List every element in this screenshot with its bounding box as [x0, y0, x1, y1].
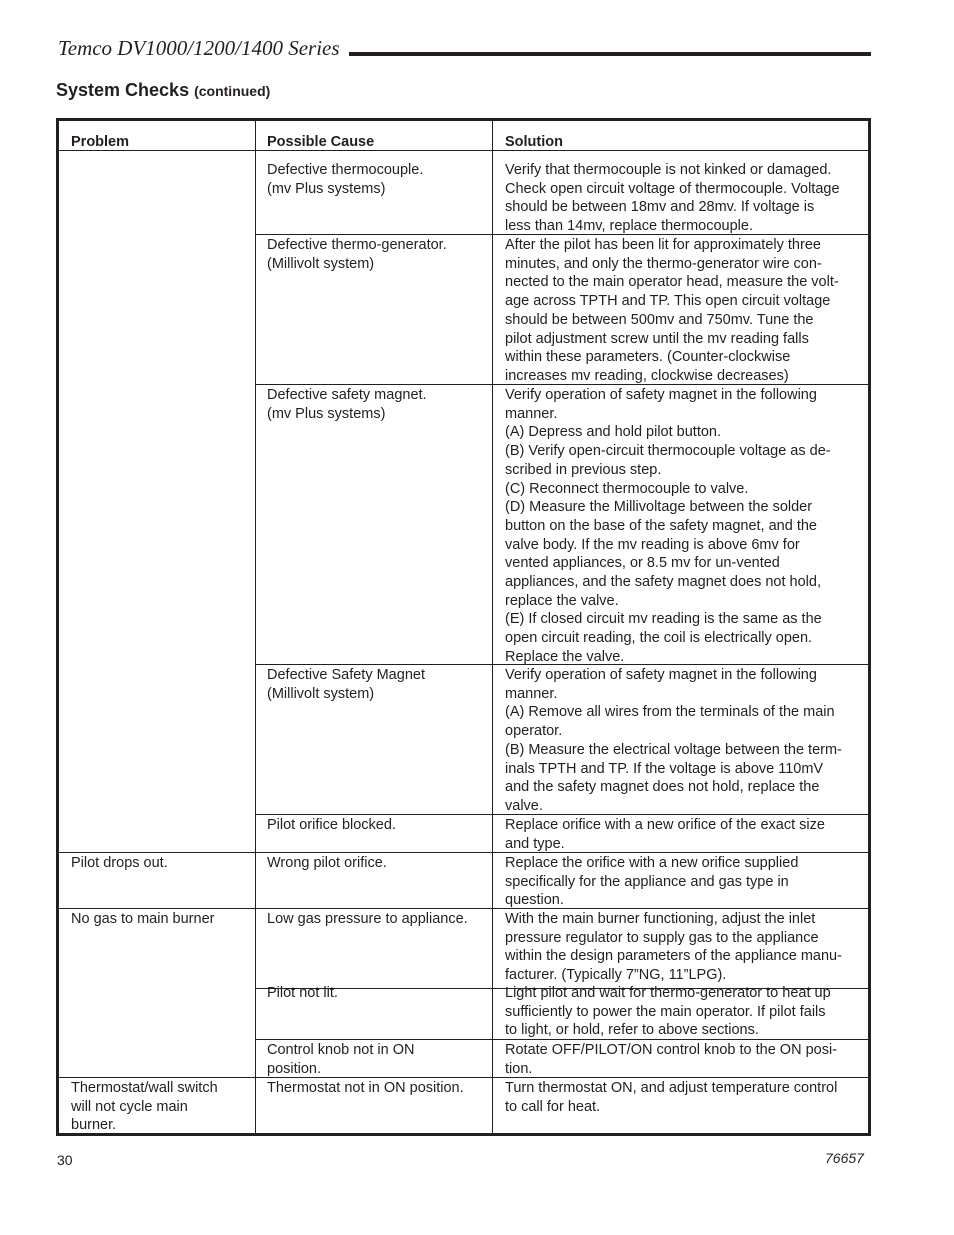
cause-cell: Defective safety magnet. (mv Plus systems)	[267, 387, 427, 422]
solution-cell: Verify operation of safety magnet in the following manner. (A) Remove all wires from the terminals of the main operator. (B) Measure the electrical voltage between the term- inals TPTH and TP. If the voltage is above 110mV and the safety magnet does not hold, replace the valve.	[505, 667, 842, 814]
section-title-sub: (continued)	[194, 83, 271, 99]
section-title	[56, 80, 270, 101]
header-divider	[59, 150, 868, 151]
solution-cell: Rotate OFF/PILOT/ON control knob to the ON posi- tion.	[505, 1042, 838, 1077]
header-rule	[349, 52, 871, 56]
document-number: 76657	[825, 1150, 864, 1166]
column-divider	[255, 121, 256, 1133]
cause-cell: Defective thermo-generator. (Millivolt system)	[267, 237, 447, 272]
solution-cell: Light pilot and wait for thermo-generator to heat up sufficiently to power the main operator. If pilot fails to light, or hold, refer to above sections.	[505, 985, 831, 1039]
solution-cell: Verify that thermocouple is not kinked or damaged. Check open circuit voltage of thermocouple. Voltage should be between 18mv and 28mv. If voltage is less than 14mv, replace thermocouple.	[505, 162, 840, 235]
solution-cell: Replace the orifice with a new orifice supplied specifically for the appliance and gas type in question.	[505, 855, 799, 909]
column-divider	[868, 121, 869, 1133]
problem-cell: Thermostat/wall switch will not cycle main burner.	[71, 1080, 218, 1134]
column-header-problem: Problem	[71, 134, 130, 150]
problem-cell: No gas to main burner	[71, 911, 215, 927]
system-checks-table	[56, 118, 871, 1136]
problem-cell: Pilot drops out.	[71, 855, 168, 871]
solution-cell: After the pilot has been lit for approximately three minutes, and only the thermo-generator wire con- nected to the main operator head, measure the volt- age across TPTH and TP. This open circuit voltage should be between 500mv and 750mv. Tune the pilot adjustment screw until the mv reading falls within these parameters. (Counter-clockwise increases mv reading, clockwise decreases)	[505, 237, 839, 384]
cause-cell: Defective Safety Magnet (Millivolt system)	[267, 667, 425, 702]
cause-cell: Defective thermocouple. (mv Plus systems)	[267, 162, 424, 197]
cause-cell: Pilot not lit.	[267, 985, 338, 1001]
header-title: Temco DV1000/1200/1400 Series	[58, 36, 340, 60]
cause-cell: Wrong pilot orifice.	[267, 855, 387, 871]
column-header-solution: Solution	[505, 134, 563, 150]
column-divider	[492, 121, 493, 1133]
page-number: 30	[57, 1152, 73, 1168]
cause-cell: Thermostat not in ON position.	[267, 1080, 464, 1096]
column-header-cause: Possible Cause	[267, 134, 375, 150]
solution-cell: Replace orifice with a new orifice of the exact size and type.	[505, 817, 825, 852]
cause-cell: Pilot orifice blocked.	[267, 817, 396, 833]
section-title-main: System Checks	[56, 80, 190, 100]
cause-cell: Control knob not in ON position.	[267, 1042, 415, 1077]
solution-cell: Turn thermostat ON, and adjust temperature control to call for heat.	[505, 1080, 838, 1115]
solution-cell: Verify operation of safety magnet in the following manner. (A) Depress and hold pilot button. (B) Verify open-circuit thermocouple voltage as de- scribed in previous step. (C) Reconnect thermocouple to valve. (D) Measure the Millivoltage between the solder button on the base of the safety magnet, and the valve body. If the mv reading is above 6mv for vented appliances, or 8.5 mv for un-vented appliances, and the safety magnet does not hold, replace the valve. (E) If closed circuit mv reading is the same as the open circuit reading, the coil is electrically open. Replace the valve.	[505, 387, 831, 665]
solution-cell: With the main burner functioning, adjust the inlet pressure regulator to supply gas to the appliance within the design parameters of the appliance manu- facturer. (Typically 7”NG, 11”LPG).	[505, 911, 842, 984]
cause-cell: Low gas pressure to appliance.	[267, 911, 468, 927]
